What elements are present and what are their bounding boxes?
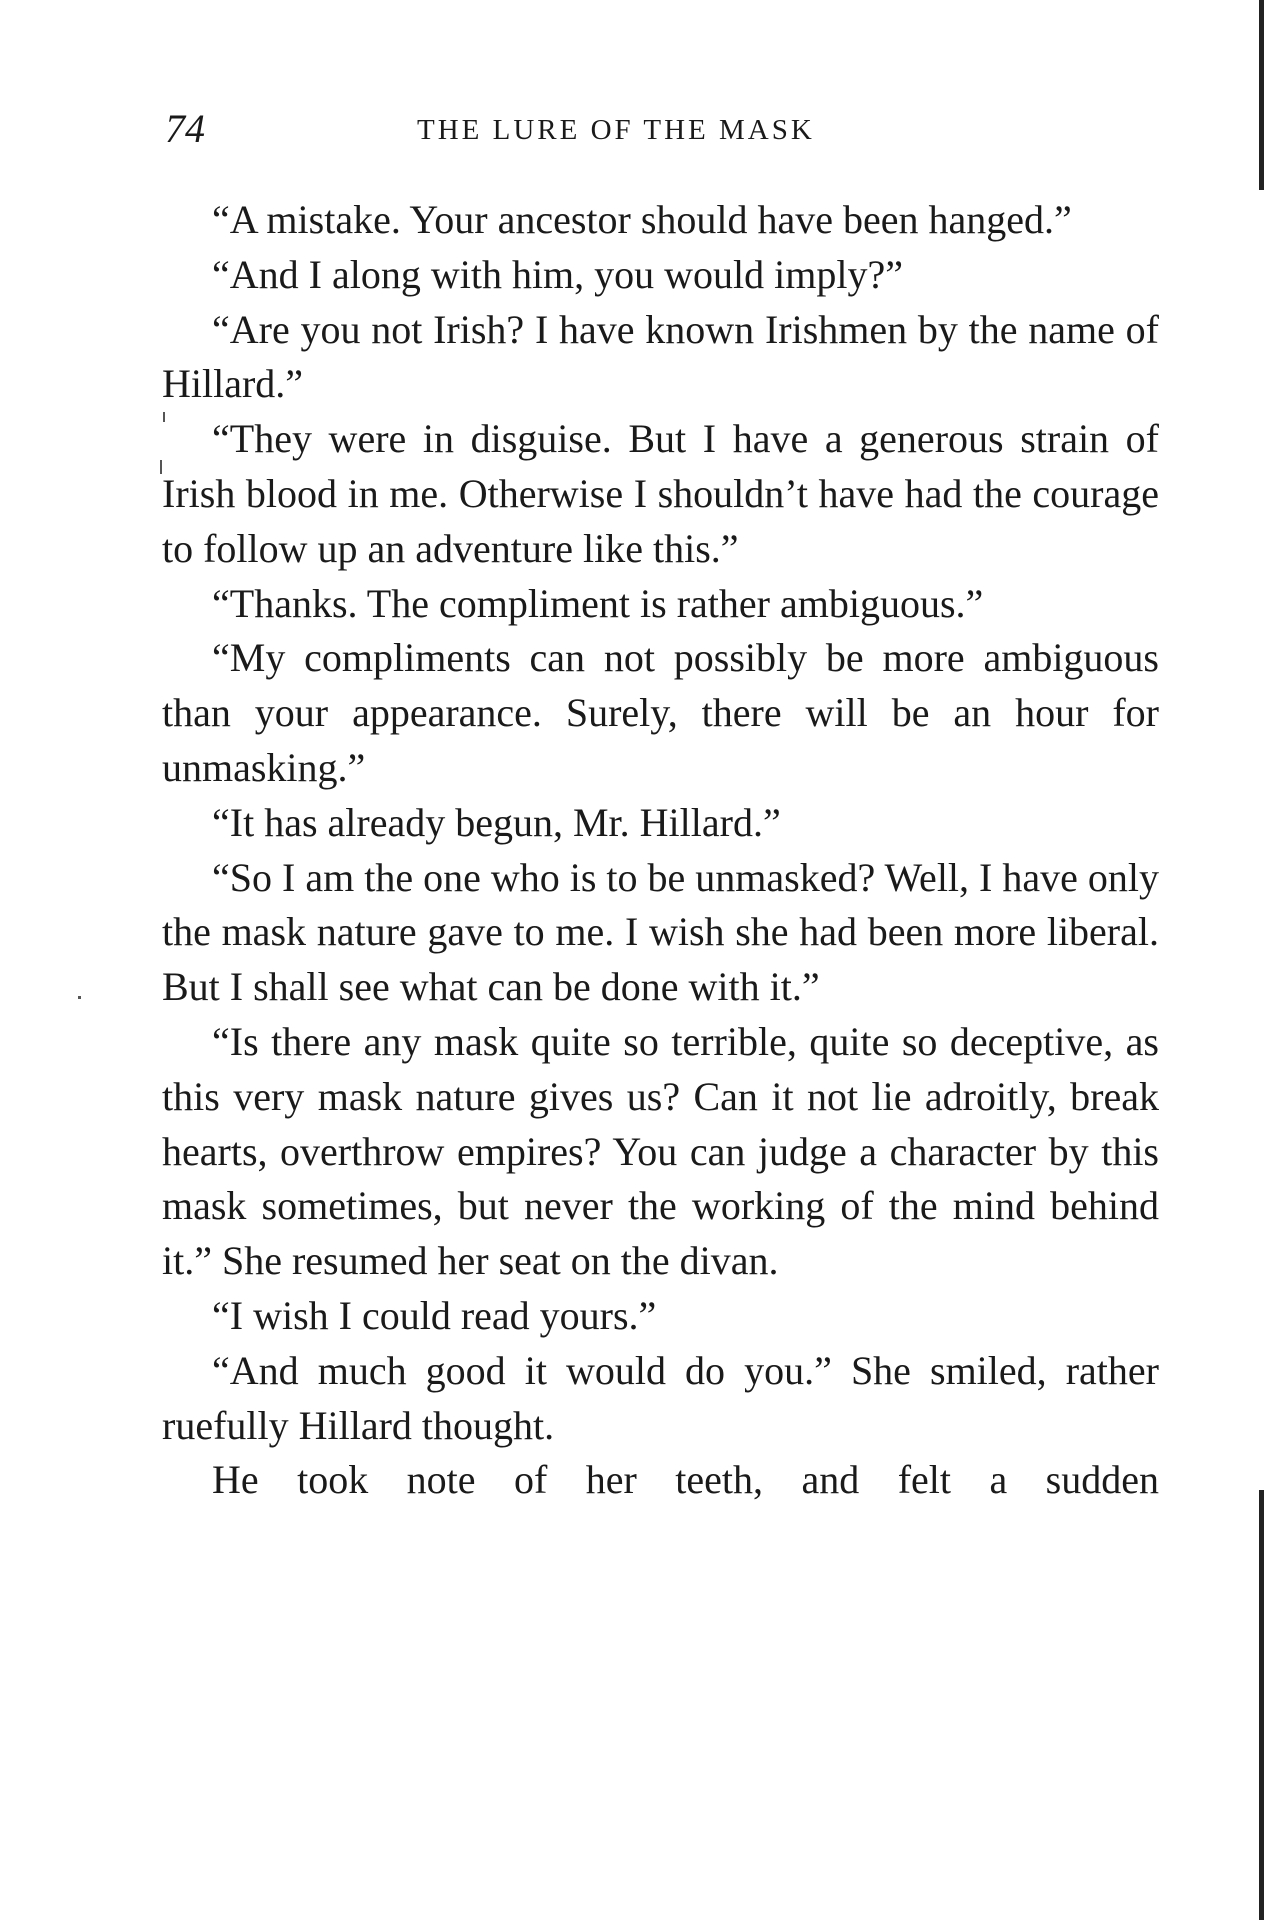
page-edge-shadow-bottom xyxy=(1259,1490,1264,1920)
scan-speck xyxy=(78,996,81,999)
page-header xyxy=(165,104,1160,154)
paragraph: “So I am the one who is to be unmasked? Well, I have only the mask nature gave to me. I wish she had been more liberal. But I shall see what can be done with it.” xyxy=(162,854,1159,1010)
paragraph: “And much good it would do you.” She smiled, rather ruefully Hillard thought. xyxy=(162,1347,1159,1448)
scan-speck xyxy=(160,460,162,474)
page-number: 74 xyxy=(165,106,205,151)
paragraph: He took note of her teeth, and felt a sudden xyxy=(212,1457,1159,1503)
paragraph: “Are you not Irish? I have known Irishmen by the name of Hillard.” xyxy=(162,306,1159,407)
paragraph: “Is there any mask quite so terrible, quite so deceptive, as this very mask nature gives us? Can it not lie adroitly, break hearts, overthrow empires? You can judge a character by this mask sometimes, but never the working of the mind behind it.” She resumed her seat on the divan. xyxy=(162,1018,1159,1284)
paragraph: “A mistake. Your ancestor should have been hanged.” xyxy=(212,197,1072,242)
running-title: THE LURE OF THE MASK xyxy=(417,114,815,146)
paragraph: “Thanks. The compliment is rather ambiguous.” xyxy=(212,580,984,626)
scan-speck xyxy=(163,412,165,422)
paragraph: “And I along with him, you would imply?” xyxy=(212,251,904,297)
paragraph: “I wish I could read yours.” xyxy=(212,1292,657,1338)
body-text xyxy=(162,193,1159,1508)
paragraph: “They were in disguise. But I have a generous strain of Irish blood in me. Otherwise I shouldn’t have had the courage to follow up an adventure like this.” xyxy=(162,416,1159,571)
paragraph: “My compliments can not possibly be more ambiguous than your appearance. Surely, there will be an hour for unmasking.” xyxy=(162,635,1159,790)
page-edge-shadow-top xyxy=(1259,0,1264,190)
paragraph: “It has already begun, Mr. Hillard.” xyxy=(212,799,781,845)
